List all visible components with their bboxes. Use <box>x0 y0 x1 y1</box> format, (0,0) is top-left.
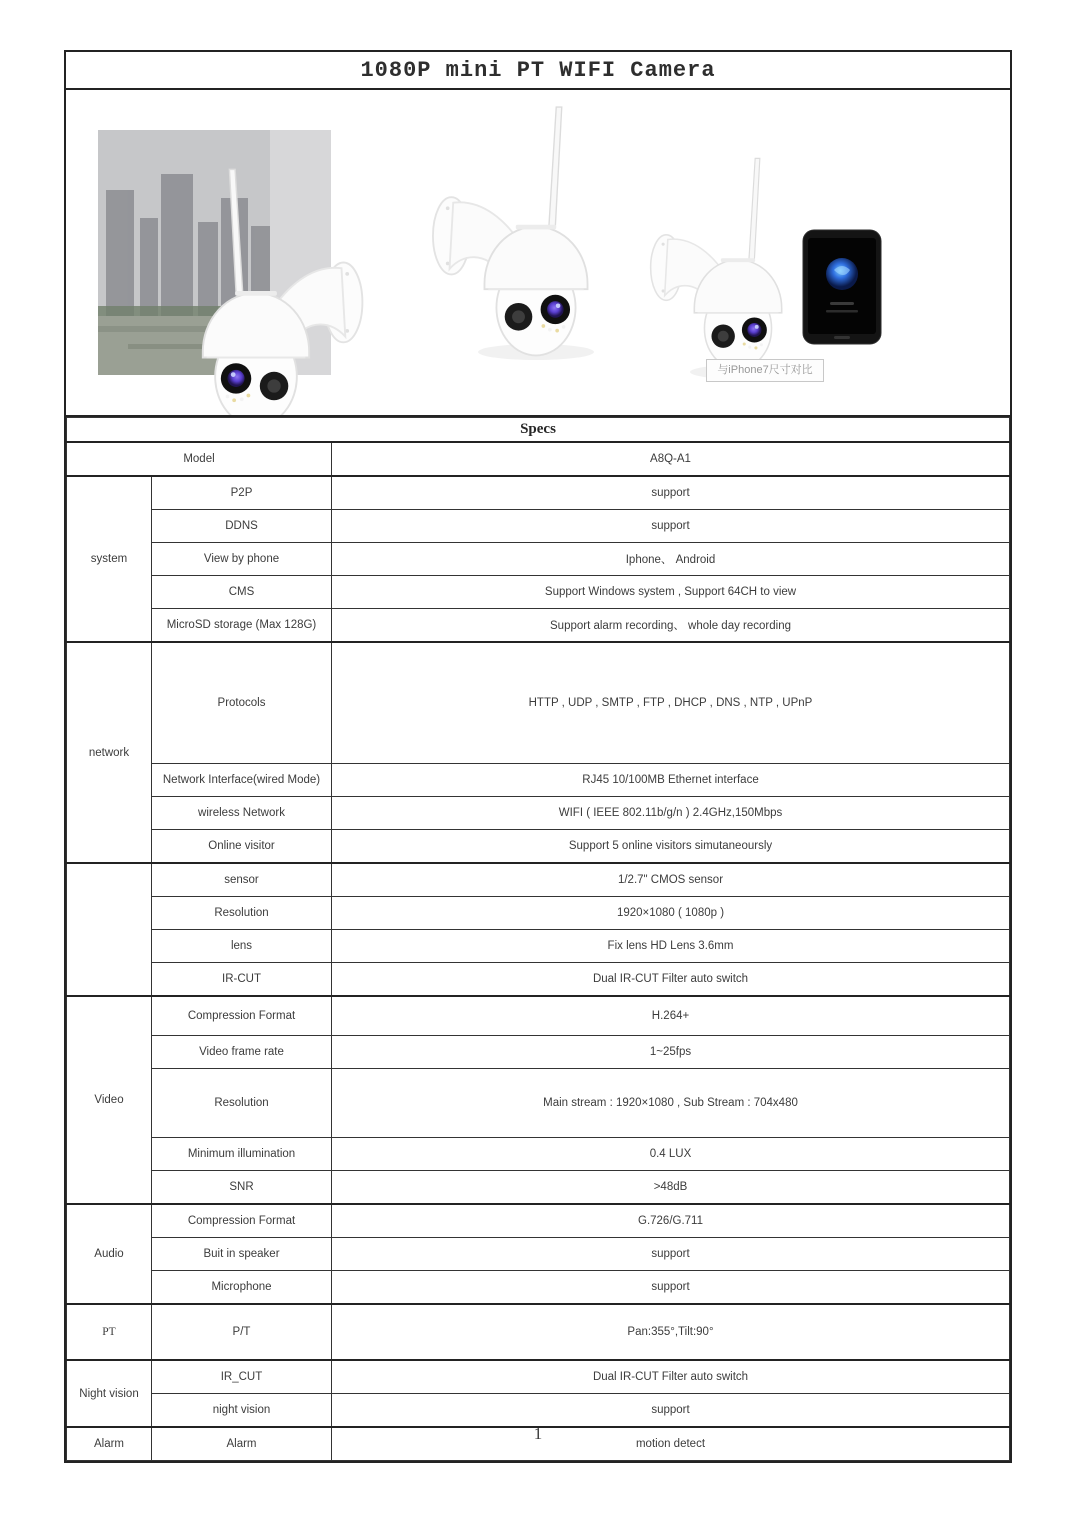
spec-label: Online visitor <box>152 830 332 864</box>
spec-value: 1~25fps <box>332 1036 1010 1069</box>
spec-label: Resolution <box>152 897 332 930</box>
category-cell: PT <box>67 1304 152 1360</box>
table-row <box>67 996 1010 1036</box>
spec-value: Main stream : 1920×1080 , Sub Stream : 704x480 <box>332 1069 1010 1138</box>
spec-value: G.726/G.711 <box>332 1204 1010 1238</box>
table-row <box>67 1036 1010 1069</box>
table-row <box>67 863 1010 897</box>
spec-label: P2P <box>152 476 332 510</box>
spec-value: support <box>332 510 1010 543</box>
spec-label: Compression Format <box>152 1204 332 1238</box>
iphone-size-caption: 与iPhone7尺寸对比 <box>706 359 824 382</box>
spec-label: DDNS <box>152 510 332 543</box>
table-row <box>67 642 1010 764</box>
table-row <box>67 897 1010 930</box>
iphone-illustration <box>803 230 881 344</box>
spec-value: 0.4 LUX <box>332 1138 1010 1171</box>
spec-label: P/T <box>152 1304 332 1360</box>
spec-label: sensor <box>152 863 332 897</box>
spec-sheet <box>64 50 1012 1463</box>
spec-label: Network Interface(wired Mode) <box>152 764 332 797</box>
page-number: 1 <box>533 1424 543 1443</box>
spec-label: Microphone <box>152 1271 332 1305</box>
spec-value: >48dB <box>332 1171 1010 1205</box>
spec-value: support <box>332 1238 1010 1271</box>
table-row <box>67 1394 1010 1428</box>
spec-label: View by phone <box>152 543 332 576</box>
spec-value: motion detect <box>332 1427 1010 1461</box>
category-cell <box>67 863 152 996</box>
spec-value: WIFI ( IEEE 802.11b/g/n ) 2.4GHz,150Mbps <box>332 797 1010 830</box>
spec-value: Dual IR-CUT Filter auto switch <box>332 1360 1010 1394</box>
spec-label: wireless Network <box>152 797 332 830</box>
spec-value: support <box>332 1271 1010 1305</box>
title-bar <box>66 52 1010 90</box>
specs-header-row <box>67 418 1010 443</box>
table-row <box>67 1171 1010 1205</box>
category-cell: Night vision <box>67 1360 152 1427</box>
spec-label: lens <box>152 930 332 963</box>
table-row <box>67 1138 1010 1171</box>
spec-value: Support 5 online visitors simutaneoursly <box>332 830 1010 864</box>
spec-label: Model <box>67 442 332 476</box>
table-row <box>67 830 1010 864</box>
product-photo-city <box>98 130 362 415</box>
spec-label: Compression Format <box>152 996 332 1036</box>
category-cell: network <box>67 642 152 863</box>
spec-label: night vision <box>152 1394 332 1428</box>
product-images-illustration <box>66 90 1010 415</box>
spec-value: HTTP , UDP , SMTP , FTP , DHCP , DNS , NTP , UPnP <box>332 642 1010 764</box>
table-row <box>67 764 1010 797</box>
table-row <box>67 576 1010 609</box>
table-row <box>67 930 1010 963</box>
table-row <box>67 1204 1010 1238</box>
table-row <box>67 543 1010 576</box>
spec-label: IR-CUT <box>152 963 332 997</box>
table-row <box>67 797 1010 830</box>
specs-header: Specs <box>67 418 1010 443</box>
spec-label: Buit in speaker <box>152 1238 332 1271</box>
spec-value: support <box>332 476 1010 510</box>
spec-value: Iphone、 Android <box>332 543 1010 576</box>
spec-value: H.264+ <box>332 996 1010 1036</box>
spec-label: Resolution <box>152 1069 332 1138</box>
iphone-comparison-photo <box>651 158 881 379</box>
table-row <box>67 510 1010 543</box>
spec-label: SNR <box>152 1171 332 1205</box>
spec-value: Support alarm recording、 whole day recording <box>332 609 1010 643</box>
spec-value: A8Q-A1 <box>332 442 1010 476</box>
category-cell: Alarm <box>67 1427 152 1461</box>
category-cell: Video <box>67 996 152 1204</box>
spec-value: support <box>332 1394 1010 1428</box>
table-row <box>67 1271 1010 1305</box>
table-row <box>67 1360 1010 1394</box>
category-cell: system <box>67 476 152 642</box>
product-images-section <box>66 90 1010 417</box>
table-row <box>67 442 1010 476</box>
spec-value: Dual IR-CUT Filter auto switch <box>332 963 1010 997</box>
spec-label: CMS <box>152 576 332 609</box>
document-title: 1080P mini PT WIFI Camera <box>360 57 716 83</box>
table-row <box>67 1069 1010 1138</box>
category-cell: Audio <box>67 1204 152 1304</box>
spec-label: Minimum illumination <box>152 1138 332 1171</box>
spec-value: 1920×1080 ( 1080p ) <box>332 897 1010 930</box>
spec-label: Video frame rate <box>152 1036 332 1069</box>
spec-label: MicroSD storage (Max 128G) <box>152 609 332 643</box>
spec-value: RJ45 10/100MB Ethernet interface <box>332 764 1010 797</box>
table-row <box>67 1238 1010 1271</box>
spec-label: Alarm <box>152 1427 332 1461</box>
table-row <box>67 609 1010 643</box>
spec-value: Pan:355°,Tilt:90° <box>332 1304 1010 1360</box>
table-row <box>67 963 1010 997</box>
camera-illustration-side <box>433 107 594 360</box>
spec-value: 1/2.7" CMOS sensor <box>332 863 1010 897</box>
spec-value: Fix lens HD Lens 3.6mm <box>332 930 1010 963</box>
table-row <box>67 476 1010 510</box>
spec-value: Support Windows system , Support 64CH to view <box>332 576 1010 609</box>
spec-label: Protocols <box>152 642 332 764</box>
spec-label: IR_CUT <box>152 1360 332 1394</box>
table-row <box>67 1304 1010 1360</box>
specs-table <box>66 417 1010 1461</box>
